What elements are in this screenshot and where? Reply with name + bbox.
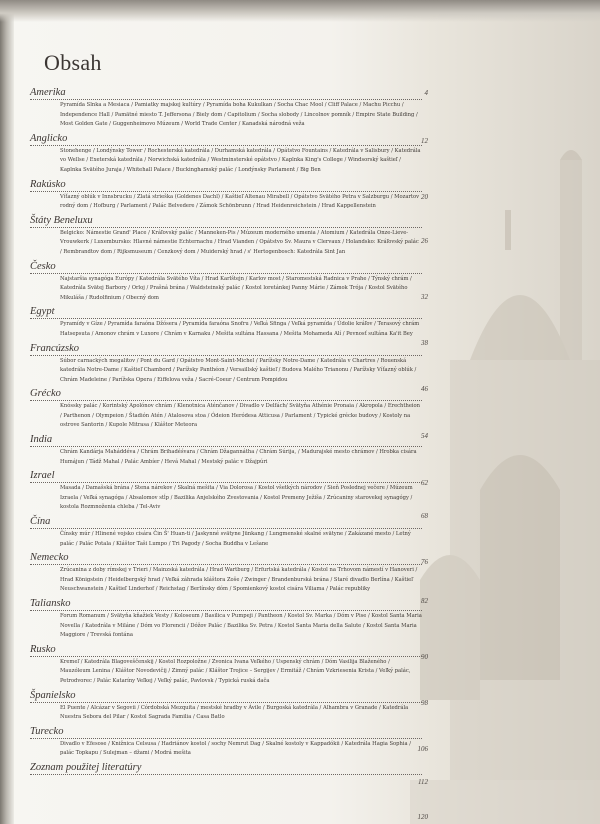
page-number: 68 xyxy=(421,512,428,520)
toc-section-nemecko[interactable] xyxy=(30,551,422,595)
toc-section-taliansko[interactable] xyxy=(30,597,422,641)
toc-heading[interactable] xyxy=(30,342,422,356)
toc-items: Čínsky múr / Hlinené vojsko cisára Čin Š' Huan-ti / Jaskynné svätyne Jünkang / Lungmenské skalné svätyne / Zakázané mesto / Letný palác / Palác Potala / Kláštor Taši Lumpo / Tri Pagody / Socha Buddha v Lešane xyxy=(60,531,411,547)
toc-items: Súbor carnackých megalitov / Pont du Gard / Opátstvo Mont-Saint-Michel / Parížsky Notre-Dame / Katedrála v Chartres / Rouenská katedrála Notre-Dame / Kaštieľ Chambord / Parížsky Panthéon / Versaillský kaštieľ / Budova Malého Trianonu / Parížsky Víťazný oblúk / Chrám Madeleine / Parížska Opera / Eiffelova veža / Sacré-Coeur / Centrum Pompidou xyxy=(60,357,417,383)
page-number: 4 xyxy=(424,89,428,97)
toc-section-egypt[interactable] xyxy=(30,305,422,339)
toc-section-anglicko[interactable] xyxy=(30,132,422,176)
toc-heading-label: Izrael xyxy=(30,470,55,482)
toc-section-cesko[interactable] xyxy=(30,260,422,304)
page-number: 82 xyxy=(421,597,428,605)
toc-heading[interactable] xyxy=(30,551,422,565)
page-title: Obsah xyxy=(44,50,102,75)
toc-heading[interactable] xyxy=(30,260,422,274)
toc-heading-label: Turecko xyxy=(30,725,64,737)
toc-heading[interactable] xyxy=(30,643,422,657)
page-top-edge xyxy=(0,0,600,22)
toc-heading[interactable] xyxy=(30,86,422,100)
toc-heading[interactable] xyxy=(30,515,422,529)
toc-items: Víťazný oblúk v Innsbrucku / Zlatá strieška (Goldenes Dachl) / Kaštieľ Altenau Mirabell / Opátstvo Svätého Petra v Salzburgu / Mozartov rodný dom / Hofburg / Parlament / Palác Belvedere / Zámok Schönbrunn / Hrad Heidenreichstein / Hrad Kappellenstein xyxy=(60,193,420,210)
toc-items: Chrám Kandárja Maháddéva / Chrám Brihadéśvara / Chrám Džagannátha / Chrám Súrija, / Madurajské mesto chrámov / Hrobka cisára Humájun / Tádž Mahal / Palác Ambíer / Hevá Mahal / Mestský palác v Džajpúri xyxy=(60,449,417,465)
toc-heading[interactable] xyxy=(30,597,422,611)
page-number: 76 xyxy=(421,558,428,566)
toc-heading-label: Rakúsko xyxy=(30,178,66,190)
toc-items: Zrúcanina z doby rímskej v Trieri / Mainzská katedrála / Hrad Wartburg / Erfurtská katedrála / Kostol na Trhovom námestí v Hanoveri / Hrad Königstein / Heidelbergský hrad / Veľká záhrada kláštora Zoše / Zwinger / Brandenburská brána / Staré divadlo Berlína / Kaštieľ Neuschwanstein / Kaštieľ Linderhof / Reichstag / Berlínsky dóm / Spomienkový kostol cisára Viliama / Palác republiky xyxy=(60,567,418,593)
toc-section-francuzsko[interactable] xyxy=(30,342,422,386)
page-number: 106 xyxy=(417,745,428,753)
taj-mahal-watermark xyxy=(410,60,600,824)
page-number: 46 xyxy=(421,385,428,393)
page-number: 62 xyxy=(421,479,428,487)
toc-items: Knóssky palác / Korintský Apolónov chrám / Klenotnica Aténčanov / Divadlo v Delfách/ Svätyňa Athénie Pronaia / Akropola / Erechtheion / Parthenon / Olympeion / Štadión Atén / Atalosova stoa / Ódeion Heródesa Atticusa / Parlament / Typické grécke budovy / Kostoly na ostrove Santorin / Kupole Mitrasa / Kláštor Meteora xyxy=(60,403,421,429)
toc-section-india[interactable] xyxy=(30,433,422,467)
page-number: 12 xyxy=(421,137,428,145)
toc-heading[interactable] xyxy=(30,725,422,739)
page-number: 32 xyxy=(421,293,428,301)
toc-section-grecko[interactable] xyxy=(30,387,422,431)
toc-heading-label: Taliansko xyxy=(30,598,71,609)
toc-heading-label: Francúzsko xyxy=(30,342,79,354)
toc-heading[interactable] xyxy=(30,305,422,319)
page-number: 112 xyxy=(418,778,428,786)
page-number: 38 xyxy=(421,339,428,347)
toc-section-cina[interactable] xyxy=(30,515,422,549)
toc-heading[interactable] xyxy=(30,132,422,146)
toc-heading-label: Rusko xyxy=(30,643,56,655)
toc-heading-label: Zoznam použitej literatúry xyxy=(30,761,142,773)
toc-heading[interactable] xyxy=(30,469,422,483)
toc-section-benelux[interactable] xyxy=(30,214,422,258)
toc-heading-label: Česko xyxy=(30,260,56,272)
toc-heading[interactable] xyxy=(30,387,422,401)
toc-heading-label: Štáty Beneluxu xyxy=(30,214,93,226)
toc-heading[interactable] xyxy=(30,178,422,192)
toc-heading[interactable] xyxy=(30,433,422,447)
toc-heading[interactable] xyxy=(30,761,422,775)
toc-section-izrael[interactable] xyxy=(30,469,422,513)
toc-items: Stonehenge / Londýnsky Tower / Rochesterská katedrála / Durhamská katedrála / Opátstvo Fountains / Katedrála v Salisbury / Katedrála vo Wellse / Exeterská katedrála / Norwichská katedrála / Westminsterské opátstvo / Kaplnka King's College / Windsorský kaštieľ / Kaplnka Svätého Juraja / Whitehall Palace / Buckinghamský palác / Londýnsky Parlament / Big Ben xyxy=(60,147,421,173)
toc-section-turecko[interactable] xyxy=(30,725,422,759)
toc-items: Divadlo v Efesose / Knižnica Celsusa / Hadriánov kostol / sochy Nemrut Dag / Skalné kostoly v Kappadókii / Katedrála Hagia Sophia / palác Topkapu / Sulejman – džami / Modrá mešita xyxy=(60,740,411,757)
toc-heading-label: India xyxy=(30,434,53,446)
toc-section-literatura[interactable] xyxy=(30,761,422,775)
toc-items: Kremeľ / Katedrála Blagoveščenskij / Kostol Rozpoložne / Zvonica Ivana Veľkého / Uspenský chrám / Dóm Vasilija Blaženého / Mauzóleum Lenina / Kláštor Novodevičij / Zimný palác / Kláštor Trojice – Sergijev / Ermitáž / Chrám Vzkriesenia Krista / Veľký palác, Petrodvorec / Palác Kataríny Veľkej / Veľký palác, Pavlovsk / Typická ruská dača xyxy=(60,658,411,684)
toc-section-rakusko[interactable] xyxy=(30,178,422,212)
toc-section-amerika[interactable] xyxy=(30,86,422,130)
toc-heading-label: Anglicko xyxy=(30,132,68,144)
toc-section-rusko[interactable] xyxy=(30,643,422,687)
page-number: 26 xyxy=(421,237,428,245)
toc-heading-label: Čína xyxy=(30,516,51,528)
page-number: 90 xyxy=(421,653,428,661)
toc-items: Pyramídy v Gíze / Pyramída faraóna Džósera / Pyramída faraóna Snofru / Veľká Sfinga / Veľká pyramída / Údolie kráľov / Terasový chrám Hatsepsuta / Amonov chrám v Luxore / Chrám v Karnaku / Mešita sultána Hassana / Mešita Mohameda Alí / Pevnosť sultána Ka'it Bey xyxy=(60,321,420,337)
page-number: 120 xyxy=(417,813,428,821)
toc-heading[interactable] xyxy=(30,689,422,703)
toc-heading-label: Amerika xyxy=(30,87,66,98)
toc-heading-label: Grécko xyxy=(30,388,61,400)
toc-items: Pyramída Slnka a Mesiaca / Pamiatky majskej kultúry / Pyramída boha Kukulkan / Socha Chac Mool / Cliff Palace / Machu Picchu / Independence Hall / Pamätné miesto T. Jeffersona / Biely dom / Capitolium / Socha slobody / Lincolnov pomník / Empire State Building / Most Golden Gate / Guggenheimovo Múzeum / World Trade Center / Kanadská národná veža xyxy=(60,102,418,128)
page-number: 20 xyxy=(421,193,428,201)
toc-items: El Puente / Alcázar v Segovii / Córdobská Mezquita / mestské hradby v Ávile / Burgoská katedrála / Alhambra v Granade / Katedrála Nuestra Sebora del Pilar / Kostol Sagrada Familia / Casa Batlo xyxy=(60,704,409,721)
toc-items: Forum Romanum / Svätyňa kňažiek Vesty / Koloseum / Basilica v Pumpeji / Pantheon / Kostol Sv. Marka / Dóm v Pise / Kostol Santa Maria Novella / Katedrála v Miláne / Dóm vo Florencii / Dóžov Palác / Bazilika Sv. Petra / Kostol Santa Maria della Salute / Kostol Santa Maria Maggiore / Trevská fontána xyxy=(60,613,422,639)
table-of-contents xyxy=(30,86,422,777)
toc-items: Masada / Damašská brána / Stena nárekov / Skalná mešita / Via Dolorosa / Kostol všetkých národov / Sieň Poslednej večere / Múzeum Izraela / Veľká synagóga / Absalomov stĺp / Bazilika Anjelského Zvestovania / Kostol Premeny Ježiša / Zrúcaniny starovekej synagógy / kostola Rozmnoženia chleba / Tel-Aviv xyxy=(60,485,413,511)
toc-items: Belgicko: Námestie Grand' Place / Kráľovský palác / Manneken-Pis / Múzeum moderného umenia / Atomium / Katedrála Onze-Lieve- Vrouwkerk / Luxembursko: Hlavné námestie Echternachu / Hrad Vianden / Opátstvo Sv. Maura v Clervaux / Holandsko: Kráľovský palác / Rembrandtov dom / Rijksmuseum / Cenzkový dom / Muiderský hrad / s' Hertogenbosch: Katedrála Sint Jan xyxy=(60,229,419,255)
page-number: 98 xyxy=(421,699,428,707)
page-spine-shadow xyxy=(0,0,14,824)
toc-items: Najstaršia synagóga Európy / Katedrála Svätého Víta / Hrad Karlštejn / Karlov most / Staromestská Radnica v Prahe / Týnský chrám / Katedrála Svätej Barbory / Orloj / Prašná brána / Waldsteinský palác / Kostol loretánkej Panny Márie / Zámok Trója / Kostol Svätého Mikuláša / Rudolfinium / Obecný dom xyxy=(60,275,412,301)
page-number: 54 xyxy=(421,432,428,440)
toc-section-spanielsko[interactable] xyxy=(30,689,422,723)
toc-heading-label: Španielsko xyxy=(30,689,76,701)
toc-heading-label: Nemecko xyxy=(30,552,69,564)
toc-heading[interactable] xyxy=(30,214,422,228)
toc-heading-label: Egypt xyxy=(30,306,55,318)
